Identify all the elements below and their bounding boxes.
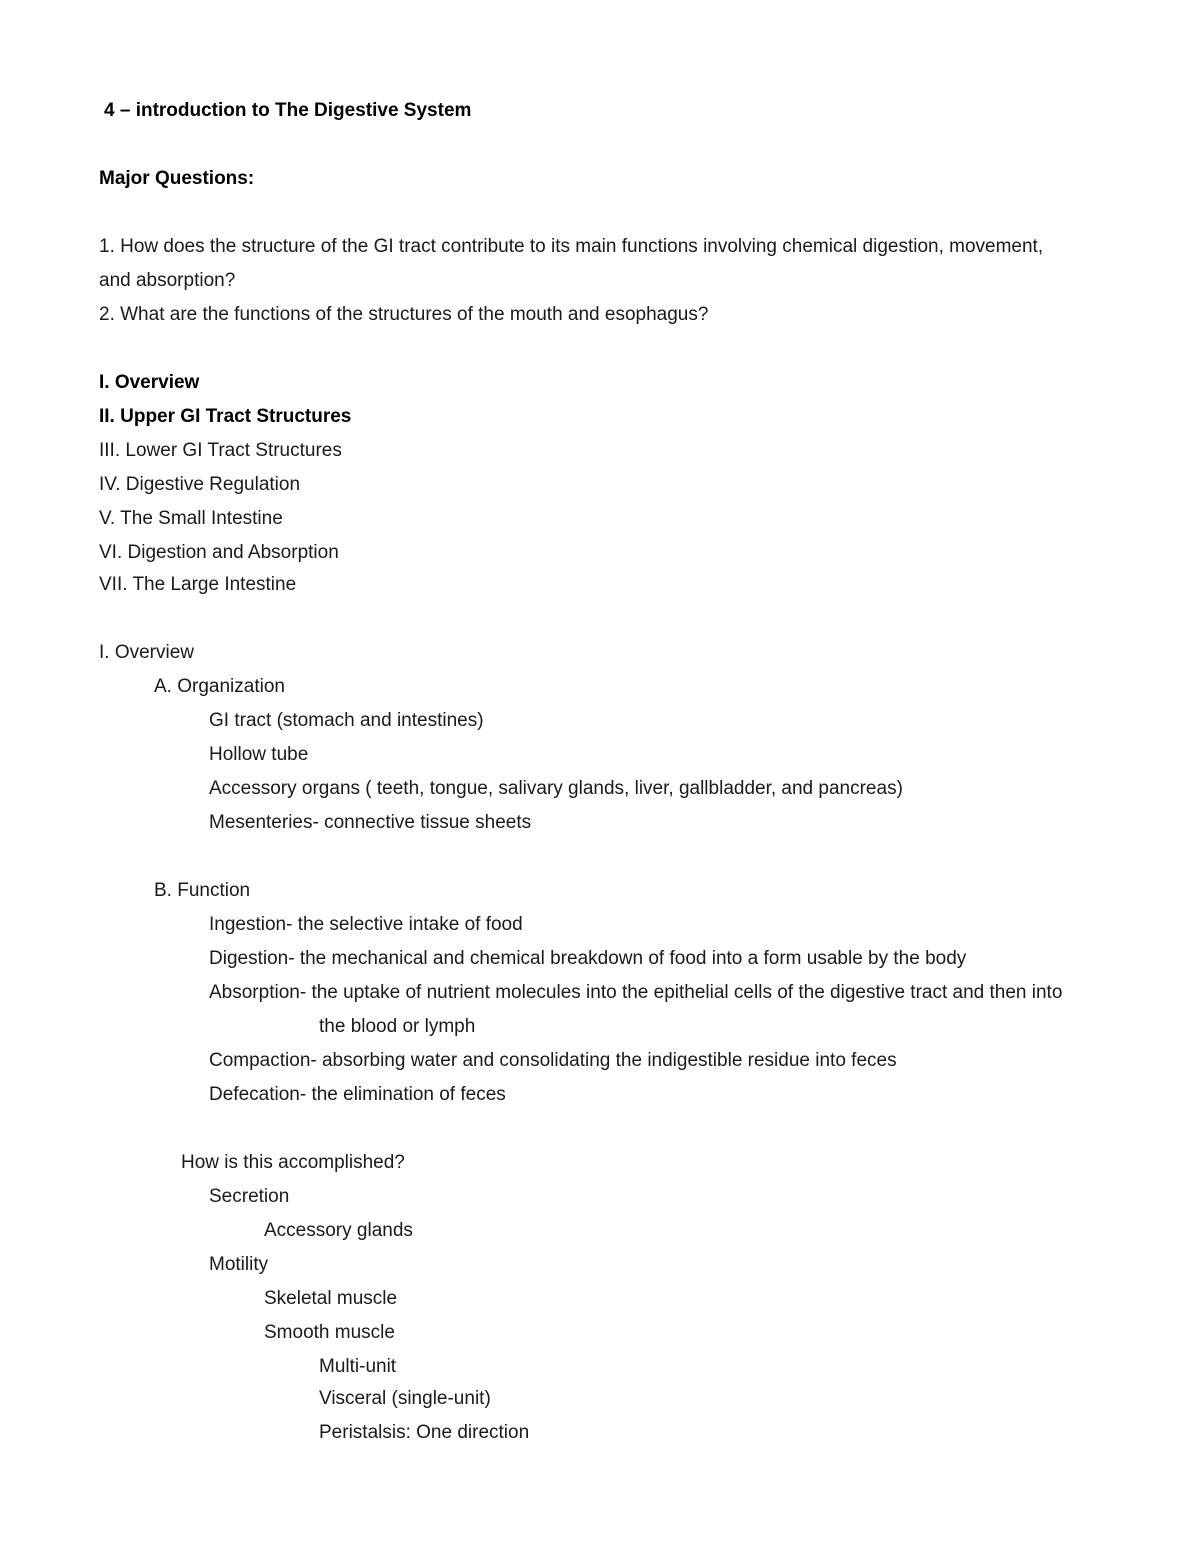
function-item: Absorption- the uptake of nutrient molecules into the epithelial cells of the digestive tract and then into <box>209 982 1063 1003</box>
smooth-muscle-label: Smooth muscle <box>264 1322 395 1343</box>
organization-item: GI tract (stomach and intestines) <box>209 710 484 731</box>
function-heading: B. Function <box>154 880 251 901</box>
visceral-label: Visceral (single-unit) <box>319 1388 491 1409</box>
outline-item-upper-gi: II. Upper GI Tract Structures <box>99 406 352 427</box>
outline-item-digestion-absorption: VI. Digestion and Absorption <box>99 542 339 563</box>
organization-item: Mesenteries- connective tissue sheets <box>209 812 532 833</box>
question-1-line-2: and absorption? <box>99 270 236 291</box>
accessory-glands-label: Accessory glands <box>264 1220 413 1241</box>
outline-item-regulation: IV. Digestive Regulation <box>99 474 301 495</box>
function-item: Ingestion- the selective intake of food <box>209 914 523 935</box>
function-item: Defecation- the elimination of feces <box>209 1084 506 1105</box>
peristalsis-label: Peristalsis: One direction <box>319 1422 530 1443</box>
skeletal-muscle-label: Skeletal muscle <box>264 1288 398 1309</box>
outline-item-lower-gi: III. Lower GI Tract Structures <box>99 440 342 461</box>
multi-unit-label: Multi-unit <box>319 1356 397 1377</box>
organization-item: Hollow tube <box>209 744 309 765</box>
outline-item-small-intestine: V. The Small Intestine <box>99 508 283 529</box>
motility-label: Motility <box>209 1254 269 1275</box>
organization-item: Accessory organs ( teeth, tongue, salivary glands, liver, gallbladder, and pancreas) <box>209 778 903 799</box>
outline-item-overview: I. Overview <box>99 372 200 393</box>
function-item-continuation: the blood or lymph <box>319 1016 476 1037</box>
secretion-label: Secretion <box>209 1186 290 1207</box>
question-2: 2. What are the functions of the structures of the mouth and esophagus? <box>99 304 709 325</box>
major-questions-heading: Major Questions: <box>99 168 255 189</box>
document-title: 4 – introduction to The Digestive System <box>104 100 472 121</box>
organization-heading: A. Organization <box>154 676 285 697</box>
outline-item-large-intestine: VII. The Large Intestine <box>99 574 297 595</box>
how-accomplished-question: How is this accomplished? <box>181 1152 405 1173</box>
question-1-line-1: 1. How does the structure of the GI tract contribute to its main functions involving chemical digestion, movement, <box>99 236 1044 257</box>
section-overview-heading: I. Overview <box>99 642 195 663</box>
function-item: Digestion- the mechanical and chemical breakdown of food into a form usable by the body <box>209 948 967 969</box>
function-item: Compaction- absorbing water and consolidating the indigestible residue into feces <box>209 1050 897 1071</box>
